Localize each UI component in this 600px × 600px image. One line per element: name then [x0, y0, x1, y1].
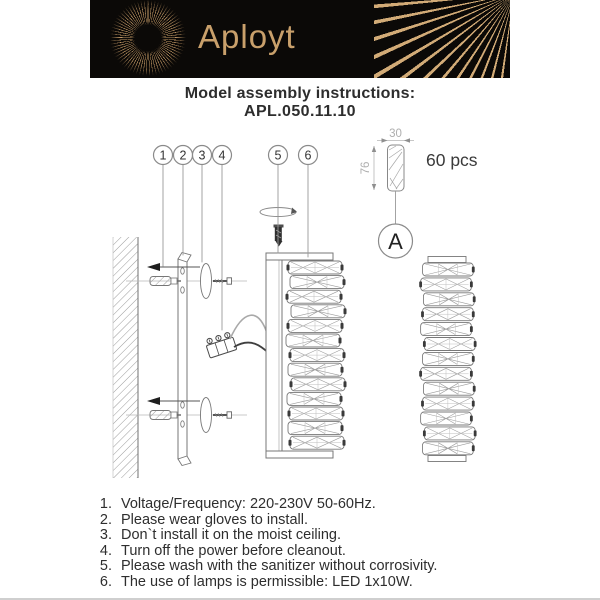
- wire-light: [230, 315, 267, 339]
- quantity-label: 60 pcs: [426, 150, 478, 170]
- lamp-assembled-view: [419, 257, 476, 462]
- instruction-number: 2.: [99, 511, 112, 528]
- assembly-diagram: [0, 125, 600, 493]
- brand-banner: [90, 0, 510, 78]
- instruction-item: [88, 528, 568, 544]
- instruction-item: [88, 559, 568, 575]
- page-title: Model assembly instructions:: [184, 85, 416, 102]
- lamp-exploded-view: [266, 253, 347, 458]
- part-number-6: 6: [304, 148, 312, 163]
- instruction-item: [88, 497, 568, 513]
- dim-width-label: 30: [389, 128, 402, 140]
- instruction-item: [88, 575, 568, 591]
- sunburst-logo-icon: [108, 0, 188, 78]
- part-number-5: 5: [274, 148, 282, 163]
- detail-label: A: [388, 229, 403, 254]
- instruction-text: Please wear gloves to install.: [121, 511, 308, 528]
- part-number-3: 3: [198, 148, 206, 163]
- part-number-1: 1: [159, 148, 167, 163]
- mounting-bracket: [178, 253, 191, 466]
- detail-part-a: [360, 128, 478, 258]
- instruction-number: 5.: [99, 558, 112, 575]
- instruction-item: [88, 544, 568, 560]
- part-number-4: 4: [218, 148, 226, 163]
- brand-name: Aployt: [198, 18, 296, 55]
- instruction-number: 3.: [99, 527, 112, 544]
- wall-section: [113, 237, 138, 478]
- instruction-text: The use of lamps is permissible: LED 1x10W.: [121, 573, 413, 590]
- instruction-text: Don`t install it on the moist ceiling.: [121, 527, 342, 544]
- instruction-number: 1.: [99, 496, 112, 512]
- instruction-text: Turn off the power before cleanout.: [121, 542, 346, 559]
- fixing-screw: [274, 225, 284, 247]
- corner-rays-icon: [374, 0, 510, 78]
- model-number: APL.050.11.10: [244, 103, 356, 120]
- instruction-number: 6.: [99, 573, 112, 590]
- dim-height-label: 76: [360, 161, 372, 175]
- wire-dark: [234, 343, 271, 355]
- instruction-item: [88, 513, 568, 529]
- instruction-text: Voltage/Frequency: 220-230V 50-60Hz.: [121, 496, 376, 512]
- instruction-text: Please wash with the sanitizer without corrosivity.: [121, 558, 438, 575]
- title-block: [0, 85, 600, 121]
- instructions-list: [88, 497, 568, 591]
- rotation-arrow-icon: [260, 208, 297, 217]
- part-number-2: 2: [179, 148, 187, 163]
- instruction-number: 4.: [99, 542, 112, 559]
